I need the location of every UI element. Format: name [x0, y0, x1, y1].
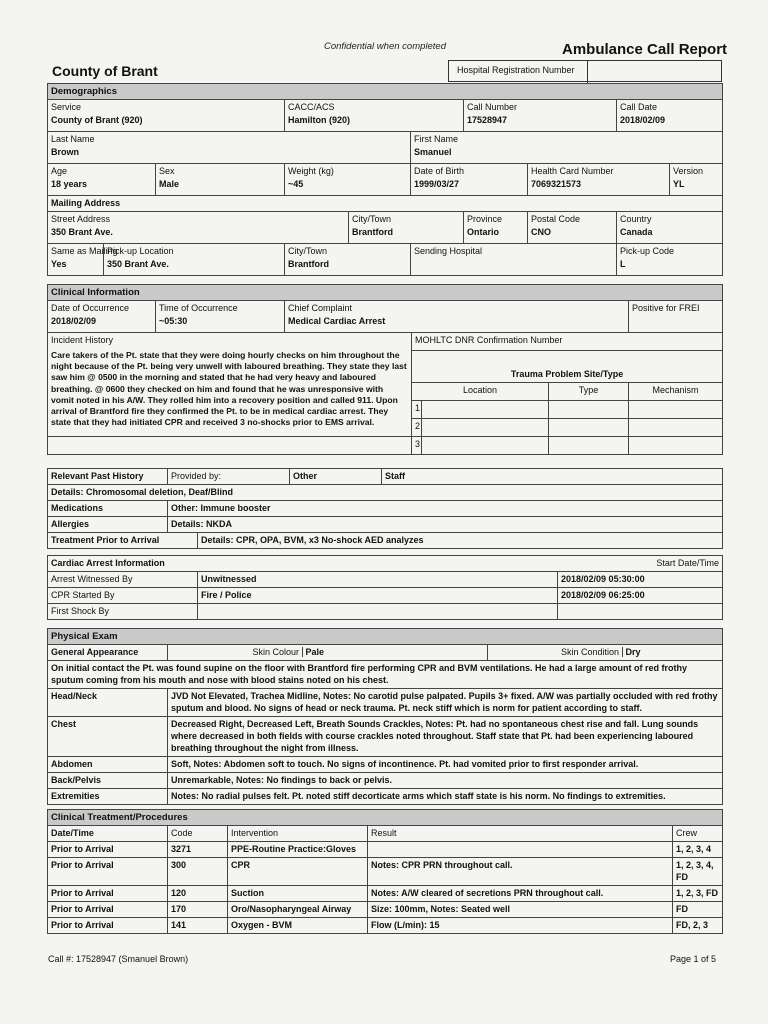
country-field: Country Canada — [617, 212, 723, 244]
proc-result: Notes: A/W cleared of secretions PRN throughout call. — [368, 886, 673, 902]
abdomen-label: Abdomen — [48, 757, 168, 773]
relevant-past-history-label: Relevant Past History — [48, 469, 168, 485]
dnr-confirmation-field: MOHLTC DNR Confirmation Number — [412, 333, 723, 351]
physical-exam-table — [47, 628, 723, 805]
last-name-field: Last Name Brown — [48, 132, 411, 164]
procedure-row — [48, 858, 723, 886]
first-shock-time[interactable] — [558, 604, 723, 620]
trauma-type-header: Type — [549, 383, 629, 401]
proc-result: Size: 100mm, Notes: Seated well — [368, 902, 673, 918]
general-appearance-label: General Appearance — [48, 645, 168, 661]
back-pelvis-value: Unremarkable, Notes: No findings to back or pelvis. — [168, 773, 723, 789]
pickup-city-field: City/Town Brantford — [285, 244, 411, 276]
street-address-field: Street Address 350 Brant Ave. — [48, 212, 349, 244]
treatment-prior-value: Details: CPR, OPA, BVM, x3 No-shock AED analyzes — [198, 533, 723, 549]
postal-code-field: Postal Code CNO — [528, 212, 617, 244]
trauma-location-header: Location — [412, 383, 549, 401]
trauma-location-cell[interactable] — [422, 419, 549, 437]
medications-value: Other: Immune booster — [168, 501, 723, 517]
proc-datetime: Prior to Arrival — [48, 902, 168, 918]
cpr-started-label: CPR Started By — [48, 588, 198, 604]
provided-by-staff: Staff — [382, 469, 723, 485]
proc-intervention: Suction — [228, 886, 368, 902]
health-card-field: Health Card Number 7069321573 — [528, 164, 670, 196]
weight-field: Weight (kg) ~45 — [285, 164, 411, 196]
physical-exam-header: Physical Exam — [48, 629, 723, 645]
proc-intervention: Oxygen - BVM — [228, 918, 368, 934]
pickup-code-field: Pick-up Code L — [617, 244, 723, 276]
clinical-info-header: Clinical Information — [48, 285, 723, 301]
proc-code: 300 — [168, 858, 228, 886]
past-history-details: Details: Chromosomal deletion, Deaf/Blind — [48, 485, 723, 501]
hospital-registration-divider — [587, 61, 588, 83]
procedures-header: Clinical Treatment/Procedures — [48, 810, 723, 826]
procedure-row — [48, 842, 723, 858]
first-shock-label: First Shock By — [48, 604, 198, 620]
same-as-mailing-field: Same as Mailing Yes — [48, 244, 104, 276]
pickup-location-field: Pick-up Location 350 Brant Ave. — [104, 244, 285, 276]
provided-by-other: Other — [290, 469, 382, 485]
hospital-registration-label: Hospital Registration Number — [457, 65, 575, 75]
hospital-registration-field[interactable] — [448, 60, 722, 82]
extremities-label: Extremities — [48, 789, 168, 805]
proc-crew: 1, 2, 3, FD — [673, 886, 723, 902]
clinical-info-table — [47, 284, 723, 455]
proc-code: 3271 — [168, 842, 228, 858]
footer-page-number: Page 1 of 5 — [670, 954, 717, 964]
proc-code: 170 — [168, 902, 228, 918]
proc-col-code: Code — [168, 826, 228, 842]
version-field: Version YL — [670, 164, 723, 196]
medications-label: Medications — [48, 501, 168, 517]
proc-col-crew: Crew — [673, 826, 723, 842]
trauma-type-cell[interactable] — [549, 419, 629, 437]
city-field: City/Town Brantford — [349, 212, 464, 244]
county-name: County of Brant — [52, 63, 158, 79]
demographics-header: Demographics — [48, 84, 723, 100]
trauma-mechanism-header: Mechanism — [629, 383, 723, 401]
province-field: Province Ontario — [464, 212, 528, 244]
trauma-title: Trauma Problem Site/Type — [412, 367, 723, 383]
frei-field: Positive for FREI — [629, 301, 723, 333]
cpr-started-time: 2018/02/09 06:25:00 — [558, 588, 723, 604]
time-of-occurrence-field: Time of Occurrence ~05:30 — [156, 301, 285, 333]
extremities-value: Notes: No radial pulses felt. Pt. noted stiff decorticate arms which staff state is his norm. No findings to extremities. — [168, 789, 723, 805]
trauma-row-number: 3 — [412, 437, 422, 455]
trauma-location-cell[interactable] — [422, 401, 549, 419]
head-neck-value: JVD Not Elevated, Trachea Midline, Notes: No carotid pulse palpated. Pupils 3+ fixed. A/W was partially occluded with red frothy sputum and blood. No signs of head or neck trauma. Pt. neck stiff which is norm for patient according to staff. — [168, 689, 723, 717]
proc-datetime: Prior to Arrival — [48, 842, 168, 858]
call-number-field: Call Number 17528947 — [464, 100, 617, 132]
abdomen-value: Soft, Notes: Abdomen soft to touch. No signs of incontinence. Pt. had vomited prior to first responder arrival. — [168, 757, 723, 773]
back-pelvis-label: Back/Pelvis — [48, 773, 168, 789]
mailing-address-header: Mailing Address — [48, 196, 723, 212]
procedures-table — [47, 809, 723, 934]
cardiac-arrest-header: Cardiac Arrest Information — [48, 556, 558, 572]
proc-col-intervention: Intervention — [228, 826, 368, 842]
report-title: Ambulance Call Report — [562, 41, 728, 58]
trauma-mechanism-cell[interactable] — [629, 419, 723, 437]
proc-intervention: CPR — [228, 858, 368, 886]
procedure-row — [48, 886, 723, 902]
trauma-mechanism-cell[interactable] — [629, 437, 723, 455]
dob-field: Date of Birth 1999/03/27 — [411, 164, 528, 196]
proc-datetime: Prior to Arrival — [48, 858, 168, 886]
cardiac-arrest-table — [47, 555, 723, 620]
arrest-witnessed-label: Arrest Witnessed By — [48, 572, 198, 588]
cacc-field: CACC/ACS Hamilton (920) — [285, 100, 464, 132]
arrest-witnessed-time: 2018/02/09 05:30:00 — [558, 572, 723, 588]
proc-result: Notes: CPR PRN throughout call. — [368, 858, 673, 886]
confidential-note: Confidential when completed — [324, 41, 446, 52]
proc-crew: FD, 2, 3 — [673, 918, 723, 934]
trauma-type-cell[interactable] — [549, 401, 629, 419]
proc-crew: FD — [673, 902, 723, 918]
proc-col-datetime: Date/Time — [48, 826, 168, 842]
proc-intervention: Oro/Nasopharyngeal Airway — [228, 902, 368, 918]
trauma-mechanism-cell[interactable] — [629, 401, 723, 419]
proc-code: 120 — [168, 886, 228, 902]
proc-code: 141 — [168, 918, 228, 934]
trauma-type-cell[interactable] — [549, 437, 629, 455]
skin-colour-field: Skin Colour Pale — [168, 645, 488, 661]
allergies-label: Allergies — [48, 517, 168, 533]
cpr-started-value: Fire / Police — [198, 588, 558, 604]
sending-hospital-field: Sending Hospital — [411, 244, 617, 276]
first-shock-value[interactable] — [198, 604, 558, 620]
provided-by-label: Provided by: — [168, 469, 290, 485]
chest-value: Decreased Right, Decreased Left, Breath Sounds Crackles, Notes: Pt. had no spontaneous chest rise and fall. Lung sounds where decreased in both fields with course crackles noted throughout. Staff state that Pt. had been experiencing laboured breathing throughout the night from illness. — [168, 717, 723, 757]
proc-crew: 1, 2, 3, 4 — [673, 842, 723, 858]
age-field: Age 18 years — [48, 164, 156, 196]
chief-complaint-field: Chief Complaint Medical Cardiac Arrest — [285, 301, 629, 333]
past-history-table — [47, 468, 723, 549]
arrest-witnessed-value: Unwitnessed — [198, 572, 558, 588]
date-of-occurrence-field: Date of Occurrence 2018/02/09 — [48, 301, 156, 333]
call-date-field: Call Date 2018/02/09 — [617, 100, 723, 132]
trauma-row-number: 1 — [412, 401, 422, 419]
trauma-location-cell[interactable] — [422, 437, 549, 455]
proc-datetime: Prior to Arrival — [48, 886, 168, 902]
treatment-prior-label: Treatment Prior to Arrival — [48, 533, 198, 549]
procedure-row — [48, 918, 723, 934]
start-datetime-label: Start Date/Time — [558, 556, 723, 572]
demographics-table — [47, 83, 723, 276]
footer-call-info: Call #: 17528947 (Smanuel Brown) — [48, 954, 189, 964]
service-field: Service County of Brant (920) — [48, 100, 285, 132]
trauma-row-number: 2 — [412, 419, 422, 437]
first-name-field: First Name Smanuel — [411, 132, 723, 164]
sex-field: Sex Male — [156, 164, 285, 196]
proc-datetime: Prior to Arrival — [48, 918, 168, 934]
proc-result — [368, 842, 673, 858]
proc-intervention: PPE-Routine Practice:Gloves — [228, 842, 368, 858]
head-neck-label: Head/Neck — [48, 689, 168, 717]
general-appearance-notes: On initial contact the Pt. was found supine on the floor with Brantford fire performing CPR and BVM ventilations. He had a large amount of red frothy sputum coming from his mouth and nose with blood stains noted on his chest. — [48, 661, 723, 689]
chest-label: Chest — [48, 717, 168, 757]
proc-crew: 1, 2, 3, 4, FD — [673, 858, 723, 886]
proc-col-result: Result — [368, 826, 673, 842]
incident-history-field: Incident History Care takers of the Pt. state that they were doing hourly checks on him throughout the night because of the Pt. being very unwell with laboured breathing. They state they last saw him @ 0500 in the morning and stated that he had very heavy and laboured breathing. @ 0600 they checked on him and found that he was unresponsive with vomit noted in his A/W. They rolled him into a recovery position and called 911. Upon arrival of Brantford fire they confirmed the Pt. to be in medical cardiac arrest. They state that they had initiated CPR and received 3 no-shocks prior to EMS arrival. — [48, 333, 412, 437]
procedure-row — [48, 902, 723, 918]
proc-result: Flow (L/min): 15 — [368, 918, 673, 934]
skin-condition-field: Skin Condition Dry — [488, 645, 723, 661]
allergies-value: Details: NKDA — [168, 517, 723, 533]
